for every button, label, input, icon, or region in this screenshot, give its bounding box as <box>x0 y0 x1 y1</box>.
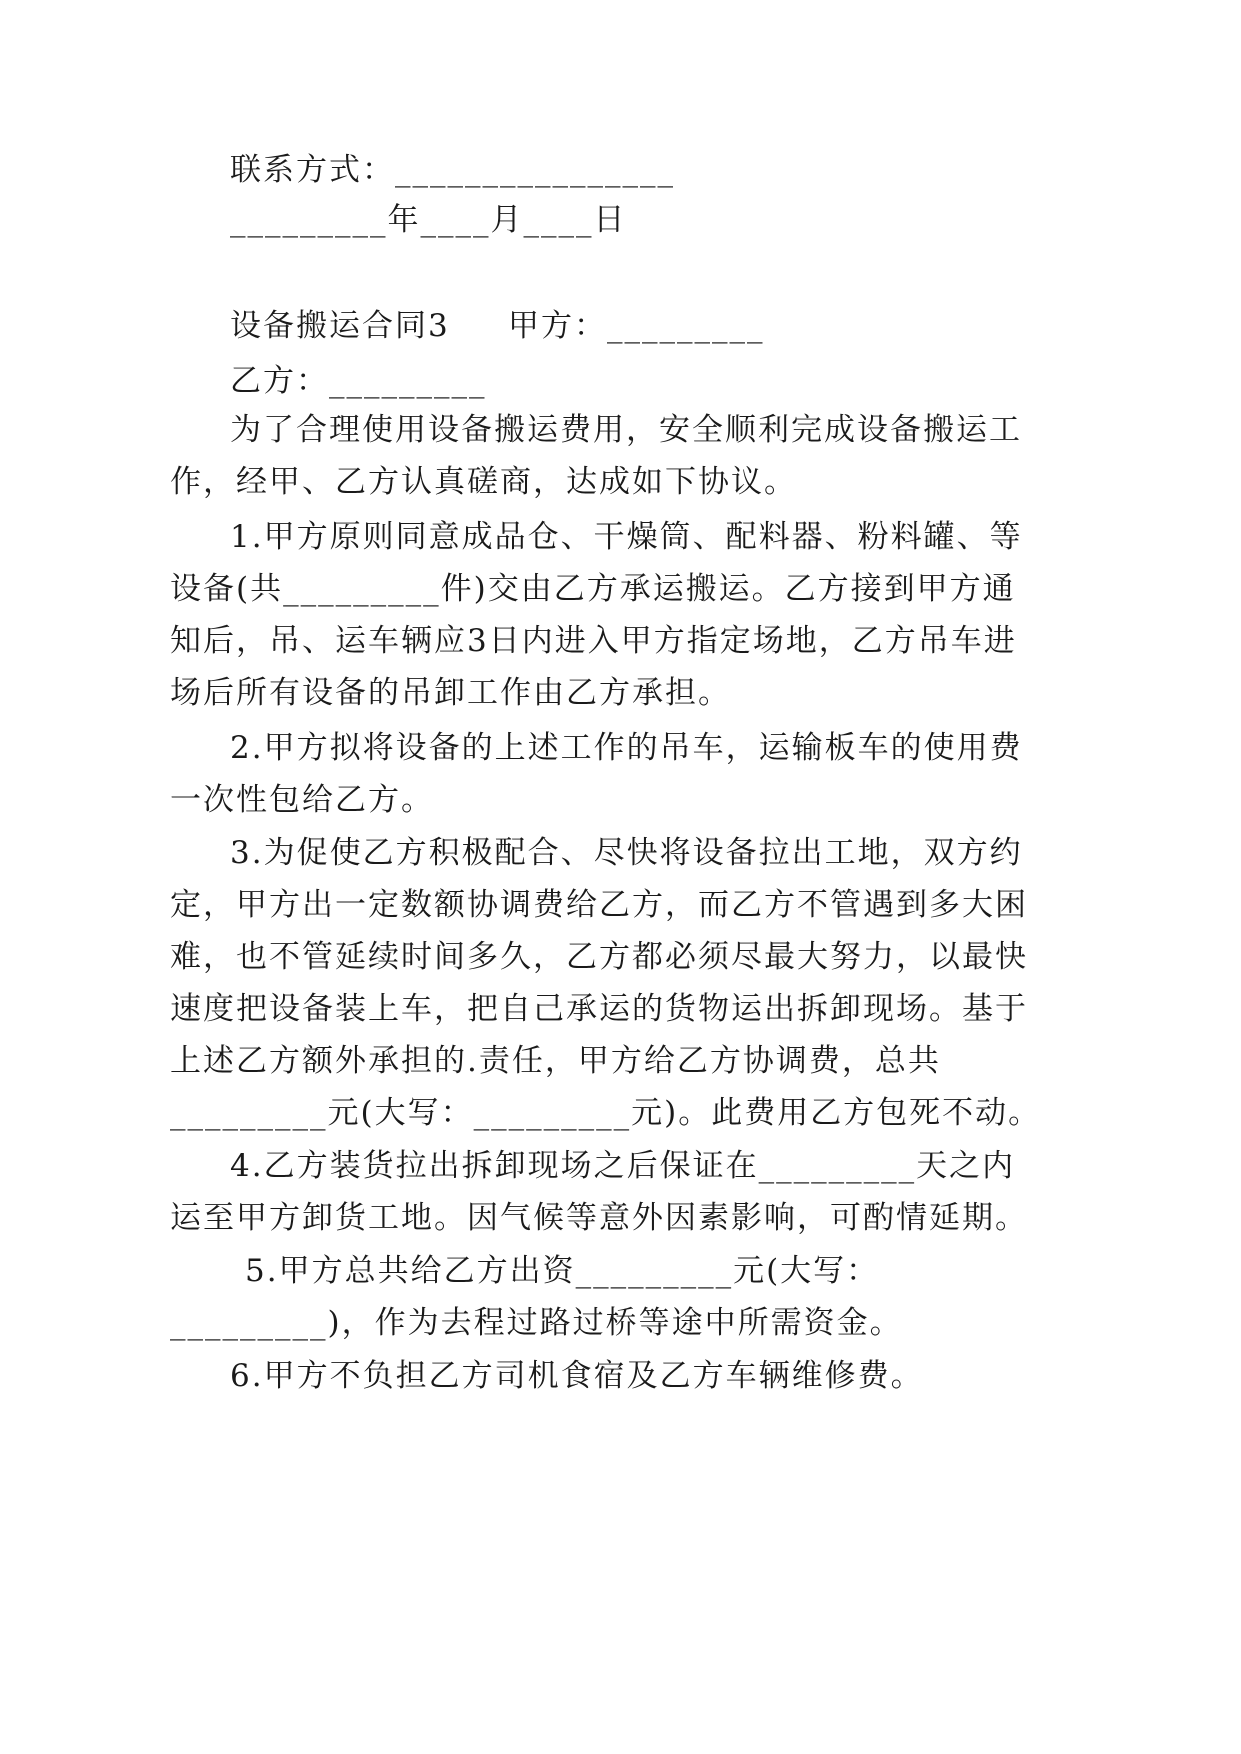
clause-6-line: 6.甲方不负担乙方司机食宿及乙方车辆维修费。 <box>230 1358 924 1394</box>
party-b-line: 乙方：_________ <box>230 363 487 399</box>
date-line: _________年____月____日 <box>230 202 627 238</box>
clause-1-line: 1.甲方原则同意成品仓、干燥筒、配料器、粉料罐、等 <box>230 519 1023 555</box>
clause-4-line: 运至甲方卸货工地。因气候等意外因素影响，可酌情延期。 <box>170 1200 1028 1236</box>
clause-3-line: _________元(大写：_________元)。此费用乙方包死不动。 <box>170 1095 1042 1131</box>
clause-4-line: 4.乙方装货拉出拆卸现场之后保证在_________天之内 <box>230 1148 1016 1184</box>
clause-1-line: 场后所有设备的吊卸工作由乙方承担。 <box>170 675 731 711</box>
clause-2-line: 一次性包给乙方。 <box>170 782 434 818</box>
clause-1-line: 设备(共_________件)交由乙方承运搬运。乙方接到甲方通 <box>170 571 1016 607</box>
intro-line: 为了合理使用设备搬运费用，安全顺利完成设备搬运工 <box>230 412 1022 448</box>
clause-5-line: 5.甲方总共给乙方出资_________元(大写： <box>245 1253 880 1289</box>
contact-line: 联系方式：________________ <box>230 152 675 188</box>
clause-1-line: 知后，吊、运车辆应3日内进入甲方指定场地，乙方吊车进 <box>170 623 1017 659</box>
clause-3-line: 3.为促使乙方积极配合、尽快将设备拉出工地，双方约 <box>230 835 1023 871</box>
clause-3-line: 上述乙方额外承担的.责任，甲方给乙方协调费，总共 <box>170 1043 941 1079</box>
clause-5-line: _________)，作为去程过路过桥等途中所需资金。 <box>170 1305 903 1341</box>
intro-line: 作，经甲、乙方认真磋商，达成如下协议。 <box>170 464 797 500</box>
clause-2-line: 2.甲方拟将设备的上述工作的吊车，运输板车的使用费 <box>230 730 1023 766</box>
contract-title: 设备搬运合同3 <box>230 308 450 344</box>
clause-3-line: 难，也不管延续时间多久，乙方都必须尽最大努力，以最快 <box>170 939 1028 975</box>
clause-3-line: 速度把设备装上车，把自己承运的货物运出拆卸现场。基于 <box>170 991 1028 1027</box>
party-a-line: 甲方：_________ <box>508 308 765 344</box>
clause-3-line: 定，甲方出一定数额协调费给乙方，而乙方不管遇到多大困 <box>170 887 1028 923</box>
